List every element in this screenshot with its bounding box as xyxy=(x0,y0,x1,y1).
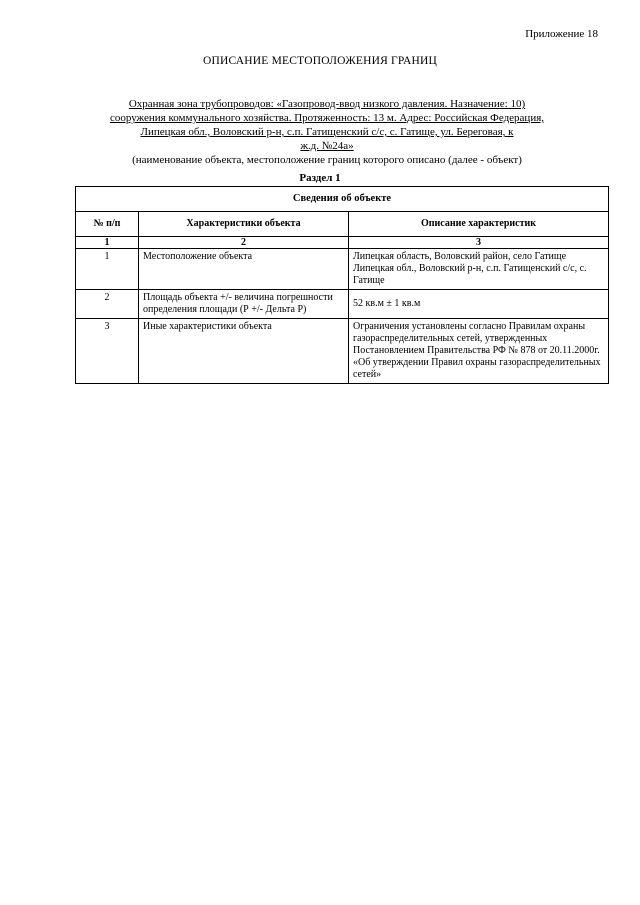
row-number: 3 xyxy=(76,319,139,384)
object-description xyxy=(72,97,582,167)
header-characteristic: Характеристики объекта xyxy=(139,212,349,237)
row-description: Ограничения установлены согласно Правилам охраны газораспределительных сетей, утвержденных Постановлением Правительства РФ № 878 от 20.11.2000г. «Об утверждении Правил охраны газораспределительных сетей» xyxy=(349,319,609,384)
row-characteristic: Местоположение объекта xyxy=(139,249,349,290)
row-description: 52 кв.м ± 1 кв.м xyxy=(349,290,609,319)
table-row xyxy=(76,319,609,384)
column-number-2: 2 xyxy=(139,237,349,249)
header-number: № п/п xyxy=(76,212,139,237)
row-characteristic: Иные характеристики объекта xyxy=(139,319,349,384)
appendix-label: Приложение 18 xyxy=(525,28,598,40)
object-info-table xyxy=(75,186,609,384)
header-description: Описание характеристик xyxy=(349,212,609,237)
table-title: Сведения об объекте xyxy=(76,187,609,212)
object-line-4: ж.д. №24а» xyxy=(300,140,354,152)
object-line-1: Охранная зона трубопроводов: «Газопровод-ввод низкого давления. Назначение: 10) xyxy=(128,98,526,110)
table-row xyxy=(76,249,609,290)
column-number-3: 3 xyxy=(349,237,609,249)
row-number: 2 xyxy=(76,290,139,319)
section-heading: Раздел 1 xyxy=(299,172,341,184)
table-row xyxy=(76,290,609,319)
row-characteristic: Площадь объекта +/- величина погрешности определения площади (Р +/- Дельта Р) xyxy=(139,290,349,319)
page-title: ОПИСАНИЕ МЕСТОПОЛОЖЕНИЯ ГРАНИЦ xyxy=(202,55,438,67)
row-description: Липецкая область, Воловский район, село Гатище Липецкая обл., Воловский р-н, с.п. Гатищенский с/с, с. Гатище xyxy=(349,249,609,290)
column-number-1: 1 xyxy=(76,237,139,249)
object-line-3: Липецкая обл., Воловский р-н, с.п. Гатищенский с/с, с. Гатище, ул. Береговая, к xyxy=(140,126,514,138)
row-number: 1 xyxy=(76,249,139,290)
object-caption: (наименование объекта, местоположение границ которого описано (далее - объект) xyxy=(132,154,522,166)
object-line-2: сооружения коммунального хозяйства. Протяженность: 13 м. Адрес: Российская Федерация, xyxy=(109,112,545,124)
